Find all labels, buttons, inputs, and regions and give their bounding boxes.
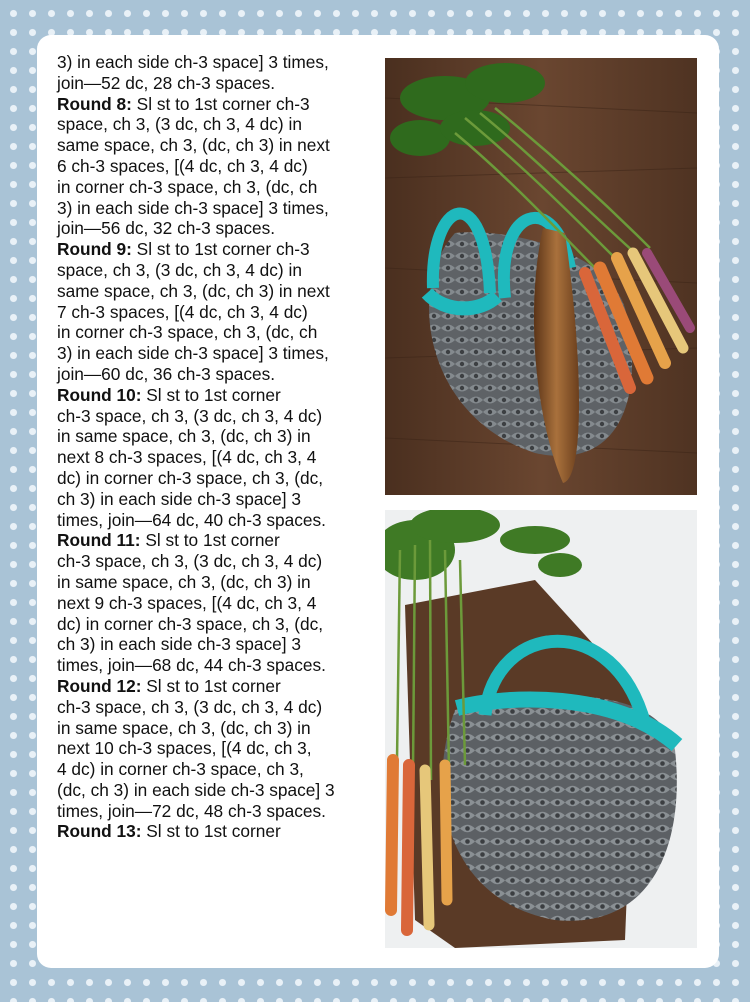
instruction-text: 7 ch-3 spaces, [(4 dc, ch 3, 4 dc) (57, 301, 308, 322)
instruction-text: times, join—72 dc, 48 ch-3 spaces. (57, 800, 326, 821)
instruction-text: 3) in each side ch-3 space] 3 times, (57, 343, 329, 364)
instruction-line (57, 385, 375, 406)
instruction-text: in corner ch-3 space, ch 3, (dc, ch (57, 322, 318, 343)
instruction-text: dc) in corner ch-3 space, ch 3, (dc, (57, 467, 324, 488)
instruction-line (57, 94, 375, 115)
instruction-line (57, 364, 375, 385)
instruction-text: same space, ch 3, (dc, ch 3) in next (57, 280, 330, 301)
instruction-line (57, 322, 375, 343)
instruction-line (57, 156, 375, 177)
instruction-text: times, join—64 dc, 40 ch-3 spaces. (57, 509, 326, 530)
instruction-line (57, 239, 375, 260)
instruction-line (57, 801, 375, 822)
instruction-line (57, 738, 375, 759)
instruction-line (57, 821, 375, 842)
instruction-text: 6 ch-3 spaces, [(4 dc, ch 3, 4 dc) (57, 155, 308, 176)
instruction-line (57, 593, 375, 614)
instruction-line (57, 302, 375, 323)
pattern-card (37, 35, 719, 968)
instruction-line (57, 489, 375, 510)
instruction-text: same space, ch 3, (dc, ch 3) in next (57, 135, 330, 156)
instruction-line (57, 655, 375, 676)
round-label: Round 10: (57, 384, 142, 405)
instruction-line (57, 218, 375, 239)
instruction-line (57, 135, 375, 156)
instruction-text: Sl st to 1st corner ch-3 (131, 93, 310, 114)
instruction-line (57, 426, 375, 447)
instruction-text: ch 3) in each side ch-3 space] 3 (57, 488, 301, 509)
instruction-line (57, 759, 375, 780)
instruction-line (57, 551, 375, 572)
instruction-line (57, 73, 375, 94)
instruction-line (57, 510, 375, 531)
instruction-text: ch-3 space, ch 3, (3 dc, ch 3, 4 dc) (57, 696, 323, 717)
instruction-text: 4 dc) in corner ch-3 space, ch 3, (57, 759, 304, 780)
instruction-line (57, 343, 375, 364)
instruction-text: Sl st to 1st corner (141, 384, 281, 405)
instruction-text: Sl st to 1st corner (141, 821, 281, 842)
instruction-line (57, 718, 375, 739)
instruction-text: ch 3) in each side ch-3 space] 3 (57, 634, 301, 655)
instruction-line (57, 614, 375, 635)
instruction-text: Sl st to 1st corner (140, 530, 280, 551)
instruction-text: times, join—68 dc, 44 ch-3 spaces. (57, 655, 326, 676)
instruction-text: in same space, ch 3, (dc, ch 3) in (57, 717, 311, 738)
instruction-line (57, 114, 375, 135)
pattern-instructions (57, 52, 375, 842)
instruction-text: next 9 ch-3 spaces, [(4 dc, ch 3, 4 (57, 592, 317, 613)
instruction-text: ch-3 space, ch 3, (3 dc, ch 3, 4 dc) (57, 405, 323, 426)
instruction-line (57, 52, 375, 73)
instruction-line (57, 780, 375, 801)
instruction-line (57, 572, 375, 593)
photo-bag-with-bread-and-carrots (385, 58, 697, 495)
instruction-line (57, 281, 375, 302)
instruction-line (57, 697, 375, 718)
instruction-text: dc) in corner ch-3 space, ch 3, (dc, (57, 613, 324, 634)
instruction-text: Sl st to 1st corner (141, 675, 281, 696)
instruction-text: Sl st to 1st corner ch-3 (131, 239, 310, 260)
round-label: Round 8: (57, 93, 132, 114)
round-label: Round 12: (57, 675, 142, 696)
instruction-line (57, 530, 375, 551)
instruction-line (57, 260, 375, 281)
instruction-text: join—52 dc, 28 ch-3 spaces. (57, 72, 276, 93)
instruction-text: space, ch 3, (3 dc, ch 3, 4 dc) in (57, 259, 302, 280)
photo-bag-with-carrots (385, 510, 697, 948)
instruction-line (57, 468, 375, 489)
round-label: Round 9: (57, 239, 132, 260)
instruction-text: join—56 dc, 32 ch-3 spaces. (57, 218, 276, 239)
instruction-line (57, 447, 375, 468)
instruction-text: ch-3 space, ch 3, (3 dc, ch 3, 4 dc) (57, 551, 323, 572)
instruction-text: join—60 dc, 36 ch-3 spaces. (57, 363, 276, 384)
round-label: Round 13: (57, 821, 142, 842)
instruction-text: next 10 ch-3 spaces, [(4 dc, ch 3, (57, 738, 312, 759)
instruction-text: 3) in each side ch-3 space] 3 times, (57, 52, 329, 72)
instruction-text: in corner ch-3 space, ch 3, (dc, ch (57, 176, 318, 197)
instruction-text: 3) in each side ch-3 space] 3 times, (57, 197, 329, 218)
round-label: Round 11: (57, 530, 141, 551)
instruction-text: next 8 ch-3 spaces, [(4 dc, ch 3, 4 (57, 447, 317, 468)
instruction-text: in same space, ch 3, (dc, ch 3) in (57, 426, 311, 447)
instruction-line (57, 177, 375, 198)
instruction-text: in same space, ch 3, (dc, ch 3) in (57, 571, 311, 592)
instruction-line (57, 406, 375, 427)
instruction-line (57, 676, 375, 697)
instruction-line (57, 634, 375, 655)
instruction-text: space, ch 3, (3 dc, ch 3, 4 dc) in (57, 114, 302, 135)
instruction-text: (dc, ch 3) in each side ch-3 space] 3 (57, 779, 335, 800)
instruction-line (57, 198, 375, 219)
